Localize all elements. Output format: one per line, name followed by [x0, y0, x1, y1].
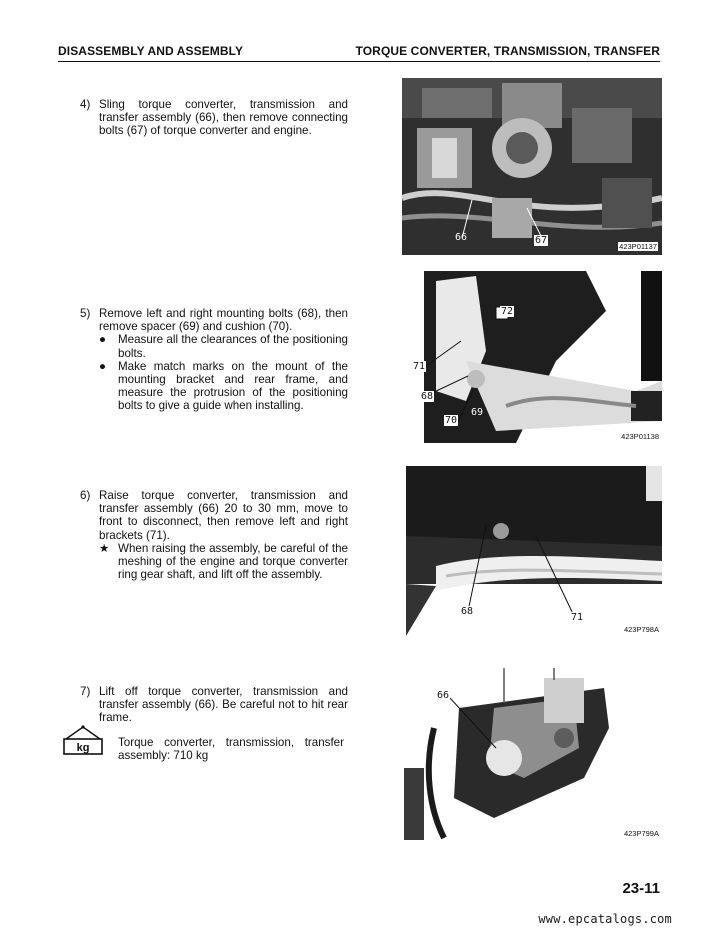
callout-70: 70 [445, 415, 458, 426]
figure-photo-3 [406, 466, 662, 636]
step-text: Lift off torque converter, transmission and transfer assembly (66). Be careful not to hit rear frame. [99, 685, 348, 725]
figure-caption: 423P01137 [619, 242, 657, 251]
bullet-item [99, 333, 348, 359]
figure-caption: 423P798A [623, 625, 659, 634]
callout-68: 68 [461, 606, 474, 617]
step-number: 4) [80, 98, 91, 111]
callout-71: 71 [571, 612, 584, 623]
figure-photo-4 [404, 668, 662, 840]
bullet-icon: ● [99, 359, 107, 373]
step-7 [80, 685, 348, 725]
step-text: Remove left and right mounting bolts (68), then remove spacer (69) and cushion (70). [99, 307, 348, 334]
callout-71: 71 [413, 361, 426, 372]
step-number: 6) [80, 489, 91, 502]
page-number: 23-11 [622, 880, 660, 897]
watermark: www.epcatalogs.com [538, 912, 672, 926]
step-6 [80, 489, 348, 581]
header-rule [58, 61, 660, 62]
weight-icon-label: kg [76, 742, 90, 754]
callout-72: 72 [501, 306, 514, 317]
callout-67: 67 [535, 235, 548, 246]
callout-69: 69 [471, 407, 484, 418]
callout-66: 66 [455, 232, 468, 243]
header-section-title: DISASSEMBLY AND ASSEMBLY [58, 44, 244, 58]
figure-photo-2 [406, 271, 662, 443]
bullet-text: Measure all the clearances of the positioning bolts. [118, 333, 348, 360]
step-number: 7) [80, 685, 91, 698]
weight-icon [62, 724, 104, 758]
step-4 [80, 98, 348, 138]
figure-caption: 423P799A [623, 829, 659, 838]
step-5 [80, 307, 348, 413]
page-header [58, 44, 660, 60]
step-text: Sling torque converter, transmission and transfer assembly (66), then remove connecting bolts (67) of torque converter and engine. [99, 98, 348, 138]
bullet-text: Make match marks on the mount of the mounting bracket and rear frame, and measure the protrusion of the positioning bolts to give a guide when installing. [118, 359, 348, 413]
bullet-item [99, 360, 348, 413]
figure-photo-1 [402, 78, 662, 255]
header-chapter-title: TORQUE CONVERTER, TRANSMISSION, TRANSFER [355, 44, 660, 58]
bullet-icon: ● [99, 333, 107, 347]
callout-66: 66 [437, 690, 450, 701]
weight-note: Torque converter, transmission, transfer assembly: 710 kg [118, 736, 344, 763]
star-icon: ★ [99, 541, 110, 555]
bullet-item [99, 542, 348, 582]
step-text: Raise torque converter, transmission and transfer assembly (66) 20 to 30 mm, move to front to disconnect, then remove left and right brackets (71). [99, 489, 348, 542]
figure-caption: 423P01138 [621, 432, 659, 441]
callout-68: 68 [421, 391, 434, 402]
bullet-text: When raising the assembly, be careful of the meshing of the engine and torque converter ring gear shaft, and lift off the assembly. [118, 541, 348, 582]
step-number: 5) [80, 307, 91, 320]
